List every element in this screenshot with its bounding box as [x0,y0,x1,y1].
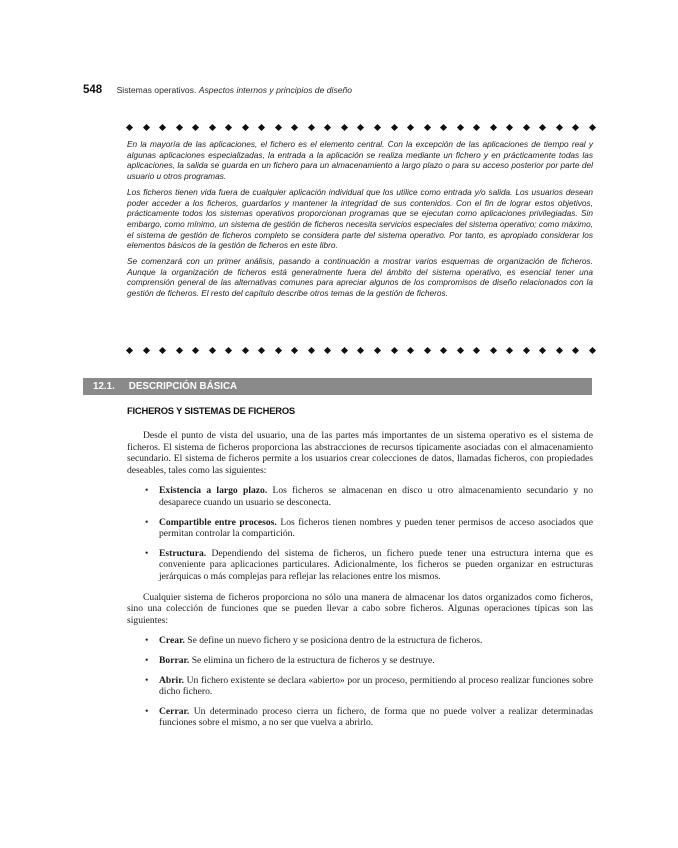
diamond-ornament [357,123,364,130]
bullet-icon: • [145,705,149,717]
diamond-ornament [457,123,464,130]
diamond-ornament [589,346,596,353]
diamond-ornament [308,346,315,353]
list-item-term: Existencia a largo plazo. [159,485,268,497]
diamond-ornament [440,123,447,130]
bullet-icon: • [145,635,149,647]
list-item [127,548,593,583]
diamond-ornament [225,346,232,353]
bullet-icon: • [145,516,149,528]
diamond-ornament [506,346,513,353]
diamond-ornament [490,123,497,130]
list-item [127,675,593,698]
diamond-ornament [308,123,315,130]
list-item-text: Se elimina un fichero de la estructura de ficheros y se destruye. [191,654,435,666]
operations-list [127,635,593,729]
diamond-ornament [506,123,513,130]
list-item-term: Estructura. [159,547,207,559]
ornament-divider-bottom [127,344,595,356]
diamond-ornament [341,346,348,353]
diamond-ornament [159,346,166,353]
diamond-ornament [242,346,249,353]
list-item [127,655,593,667]
diamond-ornament [390,346,397,353]
diamond-ornament [390,123,397,130]
diamond-ornament [209,123,216,130]
diamond-ornament [589,123,596,130]
book-title: Sistemas operativos. [116,85,197,95]
list-item-text: Un fichero existente se declara «abierto» por un proceso, permitiendo al proceso realizar funciones sobre dicho fichero. [159,674,593,698]
diamond-ornament [176,346,183,353]
list-item-term: Abrir. [159,674,184,686]
diamond-ornament [291,346,298,353]
ornament-divider-top [127,121,595,133]
diamond-ornament [424,123,431,130]
list-item-text: Los ficheros se almacenan en disco u otro almacenamiento secundario y no desaparece cuando un usuario se desconecta. [159,485,593,508]
diamond-ornament [523,123,530,130]
section-title: DESCRIPCIÓN BÁSICA [128,381,238,392]
diamond-ornament [523,346,530,353]
diamond-ornament [258,346,265,353]
diamond-ornament [192,123,199,130]
diamond-ornament [275,123,282,130]
list-item-term: Borrar. [159,654,190,666]
diamond-ornament [258,123,265,130]
chapter-intro [127,139,593,304]
list-item [127,517,593,540]
list-item-text: Se define un nuevo fichero y se posiciona dentro de la estructura de ficheros. [187,635,483,647]
bullet-icon: • [145,654,149,666]
diamond-ornament [291,123,298,130]
intro-paragraph: Se comenzará con un primer análisis, pasando a continuación a mostrar varios esquemas de organización de ficheros. Aunque la organización de ficheros está generalmente fuera del ámbito del sistema operativo, es esencial tener una comprensión general de las alternativas comunes para apreciar algunos de los compromisos de diseño relacionados con la gestión de ficheros. El resto del capítulo describe otros temas de la gestión de ficheros. [127,256,593,299]
body-paragraph: Desde el punto de vista del usuario, una de las partes más importantes de un sistema operativo es el sistema de ficheros. El sistema de ficheros proporciona las abstracciones de recursos típicamente asociadas con el almacenamiento secundario. El sistema de ficheros permite a los usuarios crear colecciones de datos, llamadas ficheros, con propiedades deseables, tales como las siguientes: [127,430,593,476]
book-subtitle: Aspectos internos y principios de diseño [198,85,353,95]
page-header [83,84,603,100]
list-item-term: Compartible entre procesos. [159,516,277,528]
subsection-title: FICHEROS Y SISTEMAS DE FICHEROS [127,405,295,416]
diamond-ornament [572,123,579,130]
section-heading-bar [83,378,592,395]
diamond-ornament [209,346,216,353]
diamond-ornament [225,123,232,130]
diamond-ornament [275,346,282,353]
page-number: 548 [83,84,103,96]
diamond-ornament [374,123,381,130]
diamond-ornament [192,346,199,353]
diamond-ornament [341,123,348,130]
diamond-ornament [572,346,579,353]
diamond-ornament [407,123,414,130]
list-item-term: Crear. [159,635,185,647]
diamond-ornament [424,346,431,353]
diamond-ornament [407,346,414,353]
list-item-text: Dependiendo del sistema de ficheros, un fichero puede tener una estructura interna que es conveniente para aplicaciones particulares. Adicionalmente, los ficheros se pueden organizar en estructuras jerárquicas o más complejas para reflejar las relaciones entre los mismos. [159,547,593,582]
diamond-ornament [440,346,447,353]
diamond-ornament [242,123,249,130]
section-number: 12.1. [93,381,115,392]
diamond-ornament [374,346,381,353]
diamond-ornament [324,346,331,353]
diamond-ornament [324,123,331,130]
diamond-ornament [126,346,133,353]
list-item-text: Un determinado proceso cierra un fichero, de forma que no puede volver a realizar determinadas funciones sobre el mismo, a no ser que vuelva a abrirlo. [159,705,593,729]
bullet-icon: • [145,485,149,497]
diamond-ornament [490,346,497,353]
list-item [127,635,593,647]
diamond-ornament [126,123,133,130]
list-item [127,485,593,508]
diamond-ornament [159,123,166,130]
list-item-term: Cerrar. [159,705,190,717]
intro-paragraph: Los ficheros tienen vida fuera de cualquier aplicación individual que los utilice como entrada y/o salida. Los usuarios desean poder acceder a los ficheros, guardarlos y mantener la integridad de sus contenidos. Con el fin de lograr estos objetivos, prácticamente todos los sistemas operativos proporcionan programas que se ejecutan como aplicaciones privilegiadas. Sin embargo, como mínimo, un sistema de gestión de ficheros necesita servicios especiales del sistema operativo; como máximo, el sistema de gestión de ficheros completo se considera parte del sistema operativo. Por tanto, es apropiado considerar los elementos básicos de la gestión de ficheros en este libro. [127,186,593,251]
diamond-ornament [142,346,149,353]
diamond-ornament [142,123,149,130]
intro-paragraph: En la mayoría de las aplicaciones, el fichero es el elemento central. Con la excepción de las aplicaciones de tiempo real y algunas aplicaciones especializadas, la entrada a la aplicación se realiza mediante un fichero y en prácticamente todas las aplicaciones, la salida se guarda en un fichero para un almacenamiento a largo plazo o para su acceso posterior por parte del usuario u otros programas. [127,139,593,182]
body-paragraph: Cualquier sistema de ficheros proporciona no sólo una manera de almacenar los datos organizados como ficheros, sino una colección de funciones que se pueden llevar a cabo sobre ficheros. Algunas operaciones típicas son las siguientes: [127,591,593,626]
body-text [127,430,593,738]
diamond-ornament [539,346,546,353]
diamond-ornament [556,346,563,353]
diamond-ornament [457,346,464,353]
diamond-ornament [357,346,364,353]
diamond-ornament [176,123,183,130]
diamond-ornament [556,123,563,130]
list-item [127,706,593,729]
diamond-ornament [473,346,480,353]
diamond-ornament [473,123,480,130]
diamond-ornament [539,123,546,130]
properties-list [127,485,593,582]
bullet-icon: • [145,674,149,686]
bullet-icon: • [145,547,149,559]
list-item-text: Los ficheros tienen nombres y pueden tener permisos de acceso asociados que permitan controlar la compartición. [159,516,593,540]
